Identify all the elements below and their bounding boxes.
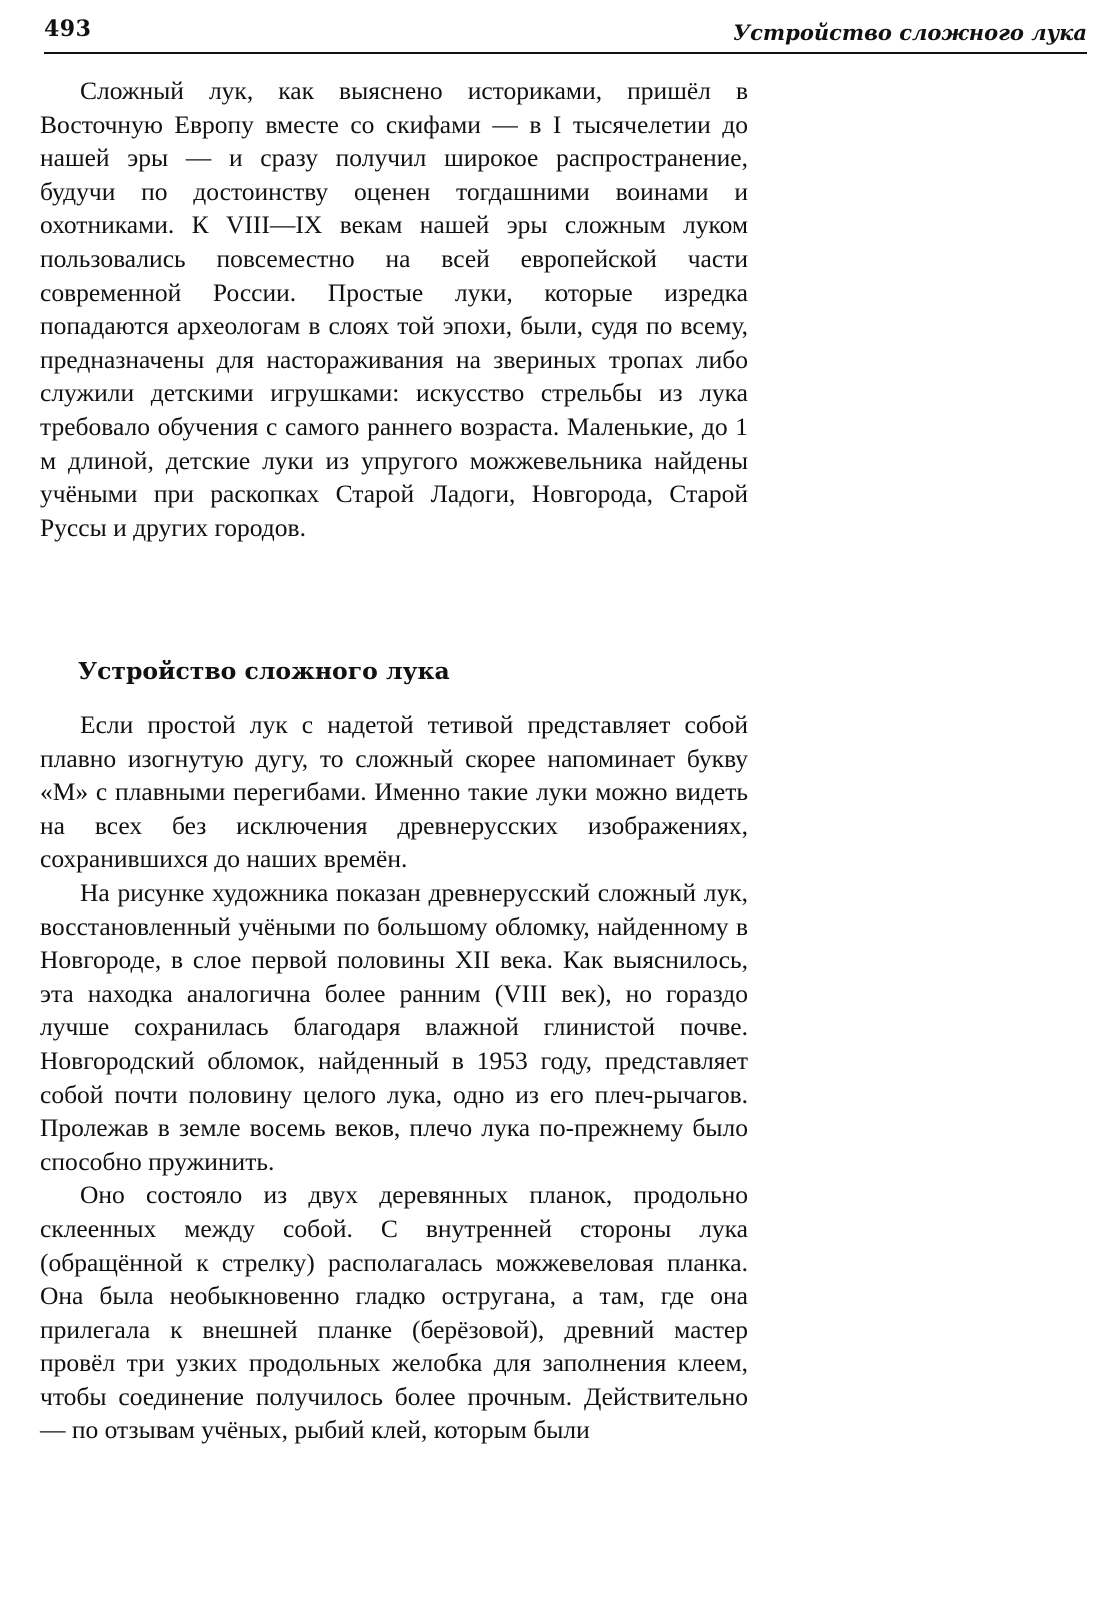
section-paragraph-1: Если простой лук с надетой тетивой представляет собой плавно изогнутую дугу, то сложный скорее напоминает букву «М» с плавными перегибами. Именно такие луки можно видеть на всех без исключения древнерусских изображениях, сохранившихся до наших времён. [40,710,748,874]
section-paragraph-3: Оно состояло из двух деревянных планок, продольно склеенных между собой. С внутренней стороны лука (обращённой к стрелку) располагалась можжевеловая планка. Она была необыкновенно гладко оструганa, а там, где она прилегала к внешней планке (берёзовой), древний мастер провёл три узких продольных желобка для заполнения клеем, чтобы соединение получилось более прочным. Действительно — по отзывам учёных, рыбий клей, которым были [40,1180,748,1445]
section-text-block [40,708,748,1447]
intro-paragraph: Сложный лук, как выяснено историками, пришёл в Восточную Европу вместе со скифами — в I тысячелетии до нашей эры — и сразу получил широкое распространение, будучи по достоинству оценен тогдашними воинами и охотниками. К VIII—IX векам нашей эры сложным луком пользовались повсеместно на всей европейской части современной России. Простые луки, которые изредка попадаются археологам в слоях той эпохи, были, судя по всему, предназначены для настораживания на звериных тропах либо служили детскими игрушками: искусство стрельбы из лука требовало обучения с самого раннего возраста. Маленькие, до 1 м длиной, детские луки из упругого можжевельника найдены учёными при раскопках Старой Ладоги, Новгорода, Старой Руссы и других городов. [40,76,748,542]
intro-text-block [40,74,748,544]
section-paragraph-2: На рисунке художника показан древнерусский сложный лук, восстановленный учёными по большому обломку, найденному в Новгороде, в слое первой половины XII века. Как выяснилось, эта находка аналогична более ранним (VIII век), но гораздо лучше сохранилась благодаря влажной глинистой почве. Новгородский обломок, найденный в 1953 году, представляет собой почти половину целого лука, одно из его плеч-рычагов. Пролежав в земле восемь веков, плечо лука по-прежнему было способно пружинить. [40,877,748,1176]
section-heading: Устройство сложного лука [78,657,450,685]
page-number: 493 [44,16,92,42]
running-title: Устройство сложного лука [733,20,1087,45]
running-head [44,14,1087,54]
